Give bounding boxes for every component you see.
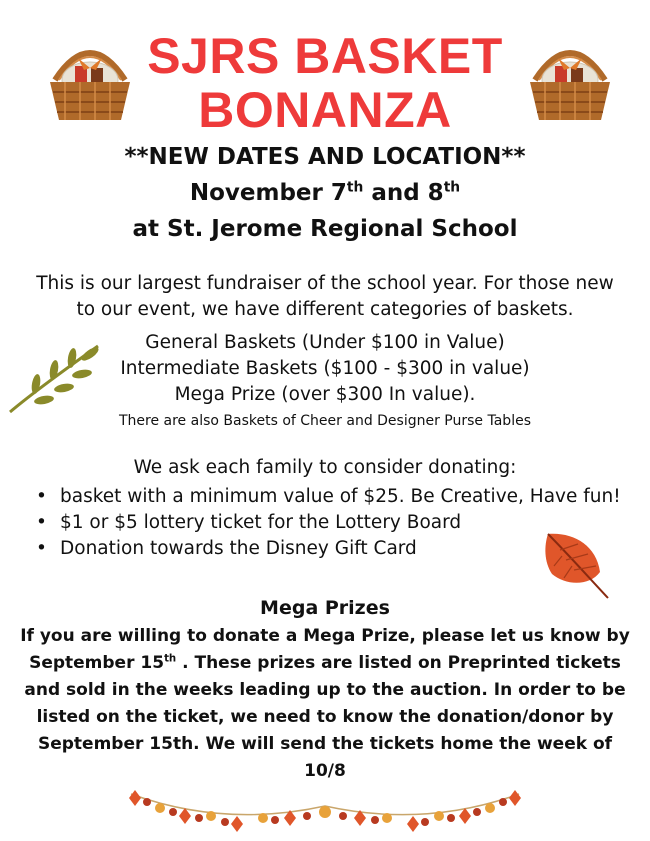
intro-line-2: to our event, we have different categories of baskets. <box>76 299 574 320</box>
other-tables-note: There are also Baskets of Cheer and Designer Purse Tables <box>118 413 531 429</box>
category-mega: Mega Prize (over $300 In value). <box>174 384 476 405</box>
category-general: General Baskets (Under $100 in Value) <box>145 332 505 353</box>
mega-line-4: listed on the ticket, we need to know the donation/donor by <box>36 707 614 727</box>
donation-ask: We ask each family to consider donating: <box>133 457 517 478</box>
mega-line-2 <box>0 650 650 677</box>
title-line-1: SJRS BASKET <box>147 28 503 84</box>
mega-line-6: 10/8 <box>304 761 346 781</box>
title-line-2: BONANZA <box>198 82 452 138</box>
intro-line-1: This is our largest fundraiser of the school year. For those new <box>36 273 614 294</box>
date-suffix-2: th <box>443 179 461 196</box>
leaf-garland-icon <box>125 782 525 836</box>
donation-item-lottery: • $1 or $5 lottery ticket for the Lottery Board <box>30 510 645 536</box>
event-location: at St. Jerome Regional School <box>132 216 518 242</box>
donation-item-gift-card: • Donation towards the Disney Gift Card <box>30 536 645 562</box>
category-intermediate: Intermediate Baskets ($100 - $300 in value) <box>120 358 530 379</box>
donation-item-basket: • basket with a minimum value of $25. Be Creative, Have fun! <box>30 484 645 510</box>
new-dates-notice: **NEW DATES AND LOCATION** <box>124 144 526 170</box>
date-prefix: November 7 <box>189 180 347 206</box>
leaf-branch-icon <box>6 338 104 416</box>
mega-line-5: September 15th. We will send the tickets home the week of <box>37 734 613 754</box>
mega-deadline-suffix: th <box>164 653 177 665</box>
mega-deadline: September 15 <box>29 653 165 673</box>
mega-line-2-rest: . These prizes are listed on Preprinted tickets <box>176 653 621 673</box>
event-dates <box>0 178 650 208</box>
mega-line-3: and sold in the weeks leading up to the auction. In order to be <box>24 680 626 700</box>
mega-line-1: If you are willing to donate a Mega Prize, please let us know by <box>20 626 630 646</box>
autumn-leaf-icon <box>538 526 612 600</box>
mega-prizes-heading: Mega Prizes <box>260 597 390 619</box>
date-middle: and 8 <box>363 180 444 206</box>
date-suffix-1: th <box>346 179 364 196</box>
